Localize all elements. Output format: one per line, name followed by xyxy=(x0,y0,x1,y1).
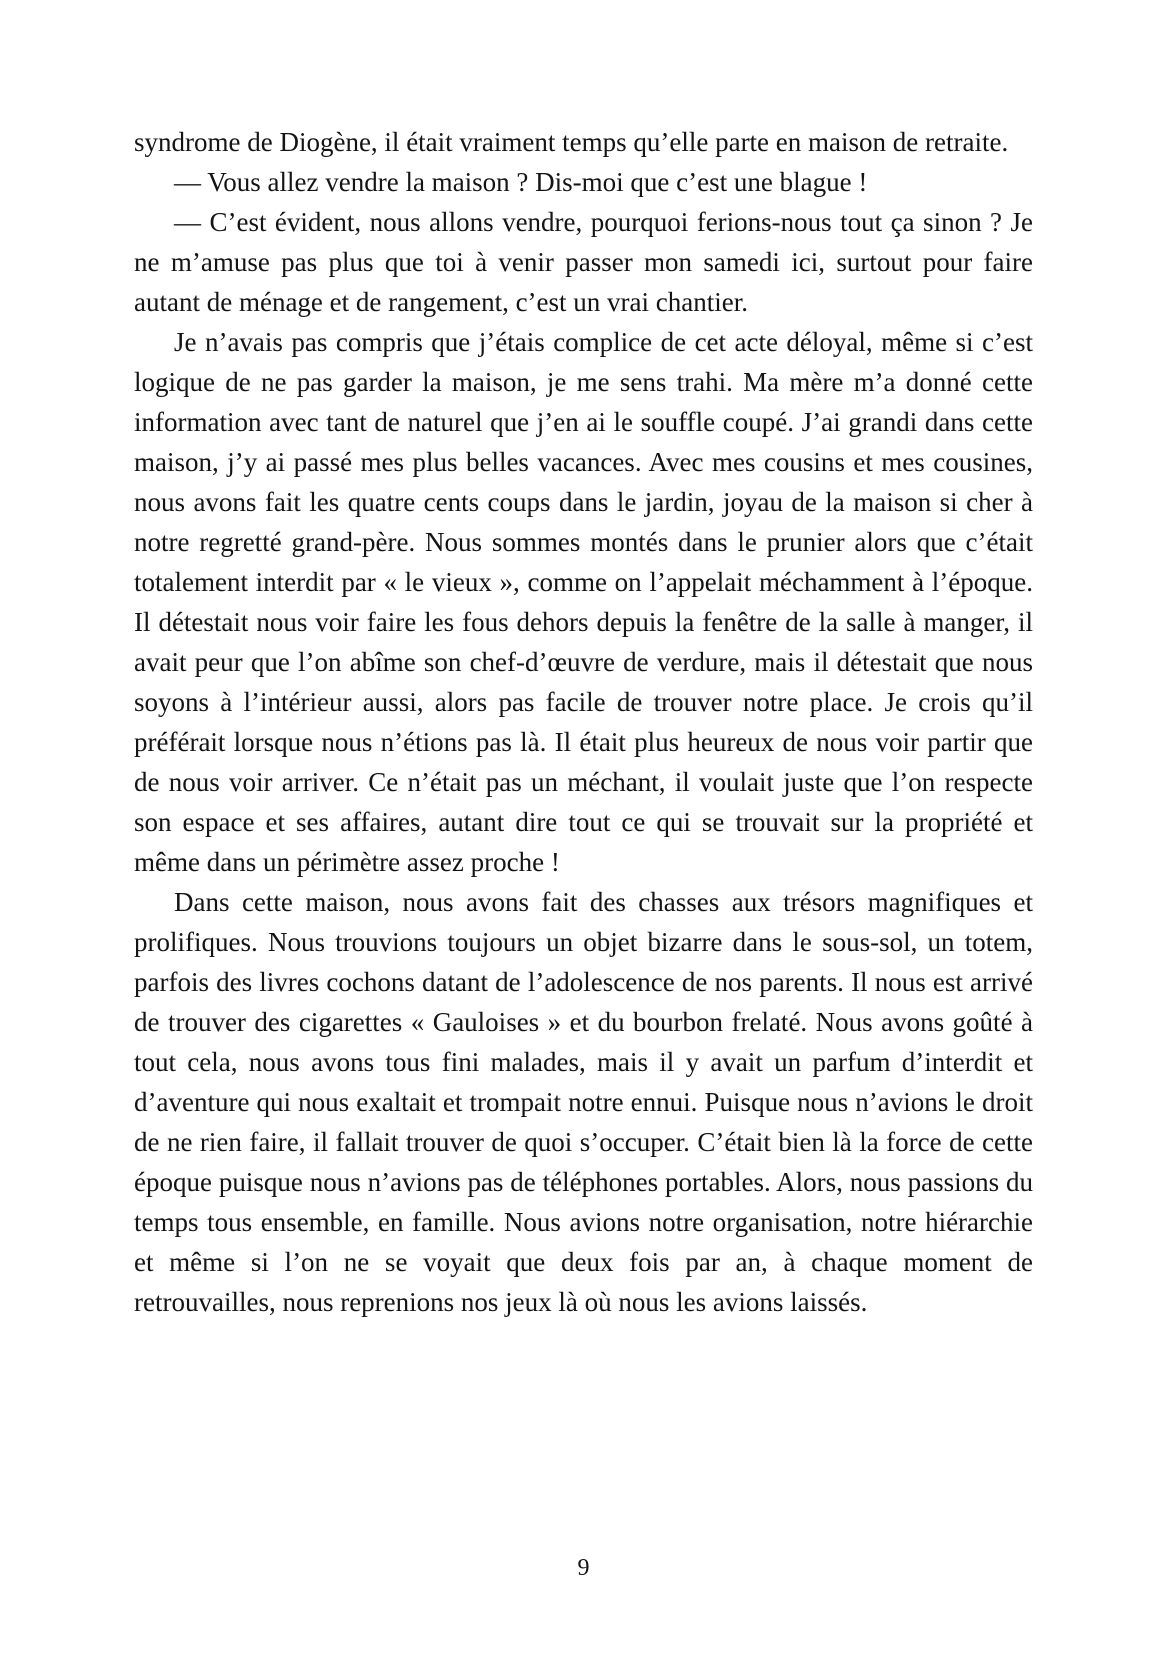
page-number: 9 xyxy=(577,1555,590,1581)
paragraph: Je n’avais pas compris que j’étais complice de cet acte déloyal, même si c’est logique de ne pas garder la maison, je me sens trahi. Ma mère m’a donné cette information avec tant de naturel que j’en ai le souffle coupé. J’ai grandi dans cette maison, j’y ai passé mes plus belles vacances. Avec mes cousins et mes cousines, nous avons fait les quatre cents coups dans le jardin, joyau de la maison si cher à notre regretté grand-père. Nous sommes montés dans le prunier alors que c’était totalement interdit par « le vieux », comme on l’appelait méchamment à l’époque. Il détestait nous voir faire les fous dehors depuis la fenêtre de la salle à manger, il avait peur que l’on abîme son chef-d’œuvre de verdure, mais il détestait que nous soyons à l’intérieur aussi, alors pas facile de trouver notre place. Je crois qu’il préférait lorsque nous n’étions pas là. Il était plus heureux de nous voir partir que de nous voir arriver. Ce n’était pas un méchant, il voulait juste que l’on respecte son espace et ses affaires, autant dire tout ce qui se trouvait sur la propriété et même dans un périmètre assez proche ! xyxy=(134,327,1033,877)
paragraph-continuation: syndrome de Diogène, il était vraiment temps qu’elle parte en maison de retraite. xyxy=(134,127,1009,157)
dialogue-line: — C’est évident, nous allons vendre, pourquoi ferions-nous tout ça sinon ? Je ne m’amuse pas plus que toi à venir passer mon samedi ici, surtout pour faire autant de ménage et de rangement, c’est un vrai chantier. xyxy=(134,207,1033,317)
paragraph: Dans cette maison, nous avons fait des chasses aux trésors magnifiques et prolifiques. Nous trouvions toujours un objet bizarre dans le sous-sol, un totem, parfois des livres cochons datant de l’adolescence de nos parents. Il nous est arrivé de trouver des cigarettes « Gauloises » et du bourbon frelaté. Nous avons goûté à tout cela, nous avons tous fini malades, mais il y avait un parfum d’interdit et d’aventure qui nous exaltait et trompait notre ennui. Puisque nous n’avions le droit de ne rien faire, il fallait trouver de quoi s’occuper. C’était bien là la force de cette époque puisque nous n’avions pas de téléphones portables. Alors, nous passions du temps tous ensemble, en famille. Nous avions notre organisation, notre hiérarchie et même si l’on ne se voyait que deux fois par an, à chaque moment de retrouvailles, nous reprenions nos jeux là où nous les avions laissés. xyxy=(134,887,1033,1317)
dialogue-line: — Vous allez vendre la maison ? Dis-moi que c’est une blague ! xyxy=(174,167,868,197)
page-body xyxy=(134,122,1033,1322)
